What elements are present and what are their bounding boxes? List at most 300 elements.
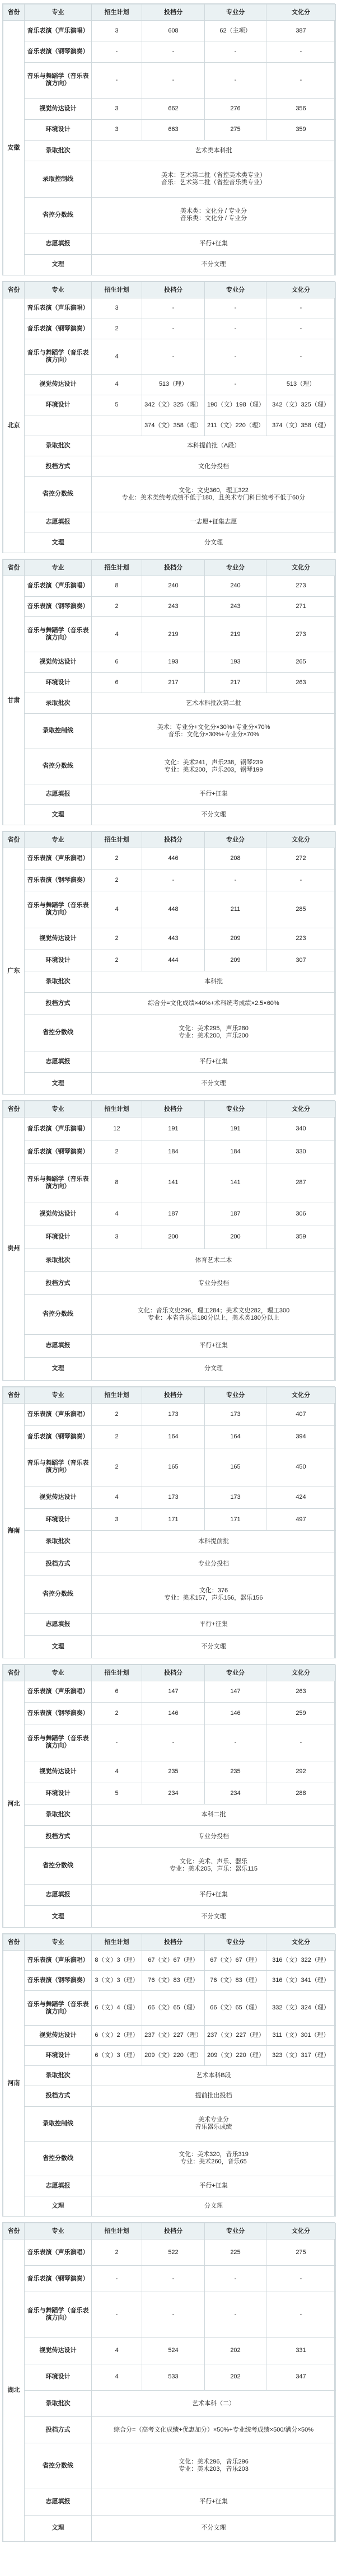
score-cell: 141 (142, 1163, 205, 1203)
score-cell: 2 (92, 950, 142, 971)
table-row (3, 576, 336, 597)
major-name: 视觉传达设计 (25, 2026, 92, 2046)
score-cell: - (266, 2266, 336, 2292)
major-name: 音乐表演（钢琴演奏） (25, 869, 92, 891)
major-name: 视觉传达设计 (25, 2337, 92, 2364)
major-name: 音乐表演（声乐演唱） (25, 1404, 92, 1426)
info-label: 录取批次 (25, 140, 92, 161)
score-cell: 2 (92, 319, 142, 339)
score-cell: 171 (205, 1508, 266, 1531)
info-value: 平行+征集 (92, 2176, 336, 2196)
table-row (3, 1226, 336, 1249)
score-cell: - (142, 41, 205, 62)
score-cell: 173 (205, 1486, 266, 1508)
score-cell: 2 (92, 1703, 142, 1724)
score-cell: 374（文）358（理） (142, 415, 205, 436)
info-row (3, 2489, 336, 2515)
info-label: 志愿填报 (25, 1334, 92, 1357)
major-name: 音乐表演（声乐演唱） (25, 21, 92, 41)
major-name: 视觉传达设计 (25, 1486, 92, 1508)
column-header: 投档分 (142, 1665, 205, 1681)
major-name: 音乐与舞蹈学（音乐表演方向） (25, 62, 92, 98)
table-row (3, 891, 336, 928)
score-cell: - (205, 298, 266, 319)
column-header: 投档分 (142, 4, 205, 21)
score-cell: 275 (205, 119, 266, 140)
info-value: 提前批出投档 (92, 2086, 336, 2106)
score-cell: 76（文）83（理） (142, 1971, 205, 1991)
major-name: 视觉传达设计 (25, 375, 92, 395)
score-cell: 76（文）83（理） (205, 1971, 266, 1991)
score-cell: 225 (205, 2240, 266, 2266)
province-block (2, 831, 335, 1095)
table-row (3, 1425, 336, 1448)
score-cell (92, 415, 142, 436)
score-cell: 4 (92, 2364, 142, 2390)
major-name: 音乐表演（声乐演唱） (25, 848, 92, 869)
score-cell: 306 (266, 1203, 336, 1226)
score-cell: 265 (266, 652, 336, 673)
info-row (3, 1885, 336, 1906)
score-cell: - (92, 62, 142, 98)
table-row (3, 1951, 336, 1971)
info-row (3, 140, 336, 161)
column-header: 投档分 (142, 560, 205, 576)
major-name: 音乐表演（声乐演唱） (25, 576, 92, 597)
province-name: 湖北 (3, 2240, 25, 2542)
score-cell: 234 (142, 1783, 205, 1804)
major-name: 视觉传达设计 (25, 1761, 92, 1783)
province-block (2, 1933, 335, 2217)
info-label: 投档方式 (25, 2086, 92, 2106)
info-label: 文理 (25, 2515, 92, 2541)
score-cell: 359 (266, 1226, 336, 1249)
info-value: 艺术本科（二） (92, 2390, 336, 2416)
score-cell: - (266, 1724, 336, 1761)
province-name: 河北 (3, 1681, 25, 1928)
info-label: 录取批次 (25, 693, 92, 714)
score-cell: 2 (92, 1140, 142, 1163)
info-label: 省控分数线 (25, 2443, 92, 2489)
info-label: 文理 (25, 254, 92, 275)
info-label: 志愿填报 (25, 1885, 92, 1906)
column-header: 专业 (25, 1387, 92, 1404)
score-cell: 67（文）67（理） (142, 1951, 205, 1971)
province-name: 海南 (3, 1404, 25, 1658)
info-row (3, 512, 336, 532)
column-header: 省份 (3, 1934, 25, 1951)
column-header: 专业 (25, 832, 92, 848)
score-cell: - (266, 62, 336, 98)
info-row (3, 1357, 336, 1380)
major-name: 音乐与舞蹈学（音乐表演方向） (25, 617, 92, 652)
column-header: 专业 (25, 560, 92, 576)
info-value: 本科提前批（A段） (92, 436, 336, 456)
province-name: 安徽 (3, 21, 25, 275)
info-value: 不分文理 (92, 1636, 336, 1658)
score-cell: 3 (92, 1226, 142, 1249)
info-value: 不分文理 (92, 805, 336, 825)
score-cell: 3 (92, 119, 142, 140)
score-cell: 359 (266, 119, 336, 140)
score-cell: 443 (142, 928, 205, 950)
column-header: 专业 (25, 4, 92, 21)
info-value: 美术：艺术第二批（省控美术类专业） 音乐：艺术第二批（省控音乐类专业） (92, 161, 336, 197)
info-row (3, 1614, 336, 1636)
table-row (3, 375, 336, 395)
score-cell: 66（文）65（理） (142, 1991, 205, 2026)
column-header: 招生计划 (92, 560, 142, 576)
score-cell: 4 (92, 339, 142, 375)
info-value: 文化：美术、声乐、器乐 专业：美术205，声乐：器乐115 (92, 1847, 336, 1884)
score-cell: 3 (92, 1508, 142, 1531)
major-name: 环境设计 (25, 1508, 92, 1531)
column-header: 招生计划 (92, 1665, 142, 1681)
score-cell: 4 (92, 1203, 142, 1226)
column-header: 专业分 (205, 2223, 266, 2240)
score-table (3, 1101, 336, 1381)
info-label: 录取批次 (25, 971, 92, 992)
table-row (3, 339, 336, 375)
table-row (3, 2026, 336, 2046)
column-header: 文化分 (266, 1101, 336, 1118)
header-row (3, 560, 336, 576)
score-cell: - (92, 2292, 142, 2337)
score-cell: 12 (92, 1118, 142, 1140)
major-name: 音乐表演（钢琴演奏） (25, 1140, 92, 1163)
score-cell: 342（文）325（理） (142, 395, 205, 415)
header-row (3, 1101, 336, 1118)
major-name: 音乐与舞蹈学（音乐表演方向） (25, 1448, 92, 1486)
info-value: 文化：文史360，理工322 专业：美术类统考成绩不低于180，且美术专门科目统考不低于60分 (92, 476, 336, 512)
info-row (3, 784, 336, 805)
table-row (3, 1724, 336, 1761)
table-row (3, 1448, 336, 1486)
info-value: 平行+征集 (92, 1614, 336, 1636)
column-header: 招生计划 (92, 1101, 142, 1118)
info-value: 一志愿+征集志愿 (92, 512, 336, 532)
info-label: 录取批次 (25, 2390, 92, 2416)
column-header: 文化分 (266, 1934, 336, 1951)
info-row (3, 2066, 336, 2086)
score-cell: 193 (142, 652, 205, 673)
info-label: 投档方式 (25, 1826, 92, 1847)
major-name: 音乐表演（声乐演唱） (25, 2240, 92, 2266)
admission-document (2, 3, 335, 2547)
major-name: 视觉传达设计 (25, 1203, 92, 1226)
score-cell: 332（文）324（理） (266, 1991, 336, 2026)
score-cell: 448 (142, 891, 205, 928)
table-row (3, 395, 336, 415)
info-row (3, 1272, 336, 1295)
info-row (3, 693, 336, 714)
major-name: 环境设计 (25, 672, 92, 693)
info-label: 文理 (25, 1357, 92, 1380)
info-value: 美术专业分 音乐器乐成绩 (92, 2106, 336, 2141)
major-name: 音乐与舞蹈学（音乐表演方向） (25, 1724, 92, 1761)
major-name: 环境设计 (25, 2046, 92, 2066)
score-cell: 147 (205, 1681, 266, 1703)
info-value: 本科批 (92, 971, 336, 992)
info-row (3, 197, 336, 233)
score-cell: 292 (266, 1761, 336, 1783)
score-cell: 2 (92, 928, 142, 950)
score-cell: 8 (92, 1163, 142, 1203)
table-row (3, 2337, 336, 2364)
province-block (2, 2222, 335, 2542)
score-cell: 6 (92, 652, 142, 673)
score-cell: 208 (205, 848, 266, 869)
score-cell: 211（文）220（理） (205, 415, 266, 436)
score-cell: 5 (92, 1783, 142, 1804)
info-label: 省控分数线 (25, 1575, 92, 1613)
info-value: 艺术本科B段 (92, 2066, 336, 2086)
info-label: 投档方式 (25, 1272, 92, 1295)
score-table (3, 559, 336, 825)
info-value: 平行+征集 (92, 1885, 336, 1906)
info-row (3, 1575, 336, 1613)
score-cell: 2 (92, 848, 142, 869)
table-row (3, 1971, 336, 1991)
info-value: 文化分投档 (92, 456, 336, 477)
info-value: 平行+征集 (92, 784, 336, 805)
score-cell: 67（文）67（理） (205, 1951, 266, 1971)
column-header: 专业 (25, 1934, 92, 1951)
info-row (3, 971, 336, 992)
score-cell: 6（文）2（理） (92, 2026, 142, 2046)
info-row (3, 1804, 336, 1825)
info-row (3, 993, 336, 1014)
score-cell: 273 (266, 576, 336, 597)
table-row (3, 672, 336, 693)
score-cell: 316（文）322（理） (266, 1951, 336, 1971)
score-table (3, 282, 336, 553)
province-block (2, 1386, 335, 1658)
score-cell: 3 (92, 99, 142, 119)
score-cell: 2 (92, 1425, 142, 1448)
major-name: 音乐表演（声乐演唱） (25, 298, 92, 319)
table-row (3, 1681, 336, 1703)
score-cell: 243 (205, 596, 266, 617)
score-cell: 330 (266, 1140, 336, 1163)
major-name: 环境设计 (25, 2364, 92, 2390)
score-cell: 200 (205, 1226, 266, 1249)
column-header: 专业 (25, 2223, 92, 2240)
info-label: 志愿填报 (25, 1614, 92, 1636)
column-header: 省份 (3, 1101, 25, 1118)
province-block (2, 1100, 335, 1381)
table-row (3, 1783, 336, 1804)
info-value: 专业分投档 (92, 1826, 336, 1847)
major-name: 音乐与舞蹈学（音乐表演方向） (25, 1163, 92, 1203)
score-cell: 191 (142, 1118, 205, 1140)
header-row (3, 1387, 336, 1404)
info-label: 投档方式 (25, 1553, 92, 1575)
major-name: 视觉传达设计 (25, 99, 92, 119)
table-row (3, 41, 336, 62)
column-header: 省份 (3, 560, 25, 576)
info-label: 投档方式 (25, 456, 92, 477)
info-label: 文理 (25, 1073, 92, 1095)
score-cell: 6（文）4（理） (92, 1991, 142, 2026)
info-label: 志愿填报 (25, 1051, 92, 1073)
score-cell: 263 (266, 672, 336, 693)
table-row (3, 869, 336, 891)
score-cell: 275 (266, 2240, 336, 2266)
score-cell: - (142, 1724, 205, 1761)
score-cell: 219 (205, 617, 266, 652)
major-name: 音乐表演（钢琴演奏） (25, 319, 92, 339)
score-cell: - (92, 1724, 142, 1761)
info-row (3, 1051, 336, 1073)
info-label: 省控分数线 (25, 1847, 92, 1884)
score-cell: 3 (92, 21, 142, 41)
info-value: 平行+征集 (92, 1051, 336, 1073)
info-row (3, 1636, 336, 1658)
column-header: 省份 (3, 1387, 25, 1404)
info-label: 录取控制线 (25, 2106, 92, 2141)
score-cell: 237（文）227（理） (142, 2026, 205, 2046)
score-cell: 191 (205, 1118, 266, 1140)
header-row (3, 282, 336, 298)
score-table (3, 831, 336, 1095)
score-cell: 331 (266, 2337, 336, 2364)
major-name: 视觉传达设计 (25, 652, 92, 673)
major-name: 音乐表演（声乐演唱） (25, 1681, 92, 1703)
score-cell: 4 (92, 2337, 142, 2364)
column-header: 文化分 (266, 4, 336, 21)
info-row (3, 2106, 336, 2141)
score-cell: 146 (205, 1703, 266, 1724)
info-label: 志愿填报 (25, 233, 92, 254)
info-value: 综合分=（高考文化成绩+优惠加分）×50%+专业统考成绩×500/满分×50% (92, 2417, 336, 2443)
score-cell: 240 (205, 576, 266, 597)
score-cell: 147 (142, 1681, 205, 1703)
info-value: 分文理 (92, 1357, 336, 1380)
table-row (3, 2240, 336, 2266)
info-row (3, 2086, 336, 2106)
header-row (3, 1934, 336, 1951)
score-cell: 235 (205, 1761, 266, 1783)
table-row (3, 2266, 336, 2292)
table-row (3, 62, 336, 98)
column-header: 专业 (25, 282, 92, 298)
info-value: 文化：美术295，声乐280 专业：美术200，声乐200 (92, 1014, 336, 1051)
info-label: 志愿填报 (25, 512, 92, 532)
info-value: 文化：音乐文史296，理工284；美术文史282，理工300 专业：本省音乐类180分以上，美术类180分以上 (92, 1295, 336, 1335)
table-row (3, 415, 336, 436)
info-value: 体育艺术二本 (92, 1249, 336, 1271)
info-value: 文化：美术241，声乐238，钢琴239 专业：美术200，声乐203，钢琴199 (92, 749, 336, 784)
score-cell: - (205, 41, 266, 62)
table-row (3, 298, 336, 319)
province-name: 北京 (3, 298, 25, 553)
info-value: 平行+征集 (92, 233, 336, 254)
info-value: 文化：376 专业：美术157，声乐156，器乐156 (92, 1575, 336, 1613)
major-name: 音乐表演（钢琴演奏） (25, 1425, 92, 1448)
info-value: 专业分投档 (92, 1272, 336, 1295)
column-header: 招生计划 (92, 282, 142, 298)
info-row (3, 161, 336, 197)
column-header: 省份 (3, 832, 25, 848)
major-name: 音乐与舞蹈学（音乐表演方向） (25, 339, 92, 375)
column-header: 省份 (3, 4, 25, 21)
column-header: 省份 (3, 2223, 25, 2240)
score-table (3, 1934, 336, 2217)
info-row (3, 1906, 336, 1928)
info-label: 志愿填报 (25, 784, 92, 805)
column-header: 专业分 (205, 1934, 266, 1951)
score-cell: 6（文）3（理） (92, 2046, 142, 2066)
score-cell: 235 (142, 1761, 205, 1783)
score-cell: 356 (266, 99, 336, 119)
score-cell: 340 (266, 1118, 336, 1140)
info-label: 投档方式 (25, 993, 92, 1014)
table-row (3, 21, 336, 41)
major-name: 环境设计 (25, 119, 92, 140)
score-cell: 316（文）341（理） (266, 1971, 336, 1991)
table-row (3, 848, 336, 869)
info-label: 省控分数线 (25, 749, 92, 784)
score-cell: - (266, 298, 336, 319)
column-header: 专业分 (205, 1665, 266, 1681)
score-cell: 2 (92, 1448, 142, 1486)
table-row (3, 1404, 336, 1426)
score-cell: 3 (92, 298, 142, 319)
score-cell: 243 (142, 596, 205, 617)
column-header: 专业 (25, 1101, 92, 1118)
score-cell: 171 (142, 1508, 205, 1531)
info-row (3, 1014, 336, 1051)
info-row (3, 749, 336, 784)
province-block (2, 1664, 335, 1928)
major-name: 音乐表演（钢琴演奏） (25, 596, 92, 617)
column-header: 文化分 (266, 1387, 336, 1404)
column-header: 文化分 (266, 832, 336, 848)
score-cell: 202 (205, 2364, 266, 2390)
score-cell: 3（文）3（理） (92, 1971, 142, 1991)
info-label: 文理 (25, 1636, 92, 1658)
major-name: 环境设计 (25, 1783, 92, 1804)
info-label: 录取批次 (25, 1249, 92, 1271)
score-cell: 8 (92, 576, 142, 597)
major-name: 音乐与舞蹈学（音乐表演方向） (25, 1991, 92, 2026)
column-header: 文化分 (266, 1665, 336, 1681)
score-cell: - (205, 62, 266, 98)
score-cell: - (266, 41, 336, 62)
info-row (3, 456, 336, 477)
info-value: 专业分投档 (92, 1553, 336, 1575)
table-row (3, 1486, 336, 1508)
column-header: 文化分 (266, 282, 336, 298)
info-row (3, 233, 336, 254)
info-row (3, 476, 336, 512)
column-header: 专业分 (205, 282, 266, 298)
major-name: 音乐表演（钢琴演奏） (25, 1703, 92, 1724)
score-cell: 394 (266, 1425, 336, 1448)
info-label: 省控分数线 (25, 1014, 92, 1051)
info-value: 美术类：文化分 / 专业分 音乐类：文化分 / 专业分 (92, 197, 336, 233)
score-cell: 323（文）317（理） (266, 2046, 336, 2066)
score-cell: 271 (266, 596, 336, 617)
score-cell: - (142, 869, 205, 891)
score-table (3, 1665, 336, 1928)
score-cell: 288 (266, 1783, 336, 1804)
info-row (3, 2390, 336, 2416)
score-cell: 223 (266, 928, 336, 950)
score-cell: 4 (92, 375, 142, 395)
score-cell: 347 (266, 2364, 336, 2390)
